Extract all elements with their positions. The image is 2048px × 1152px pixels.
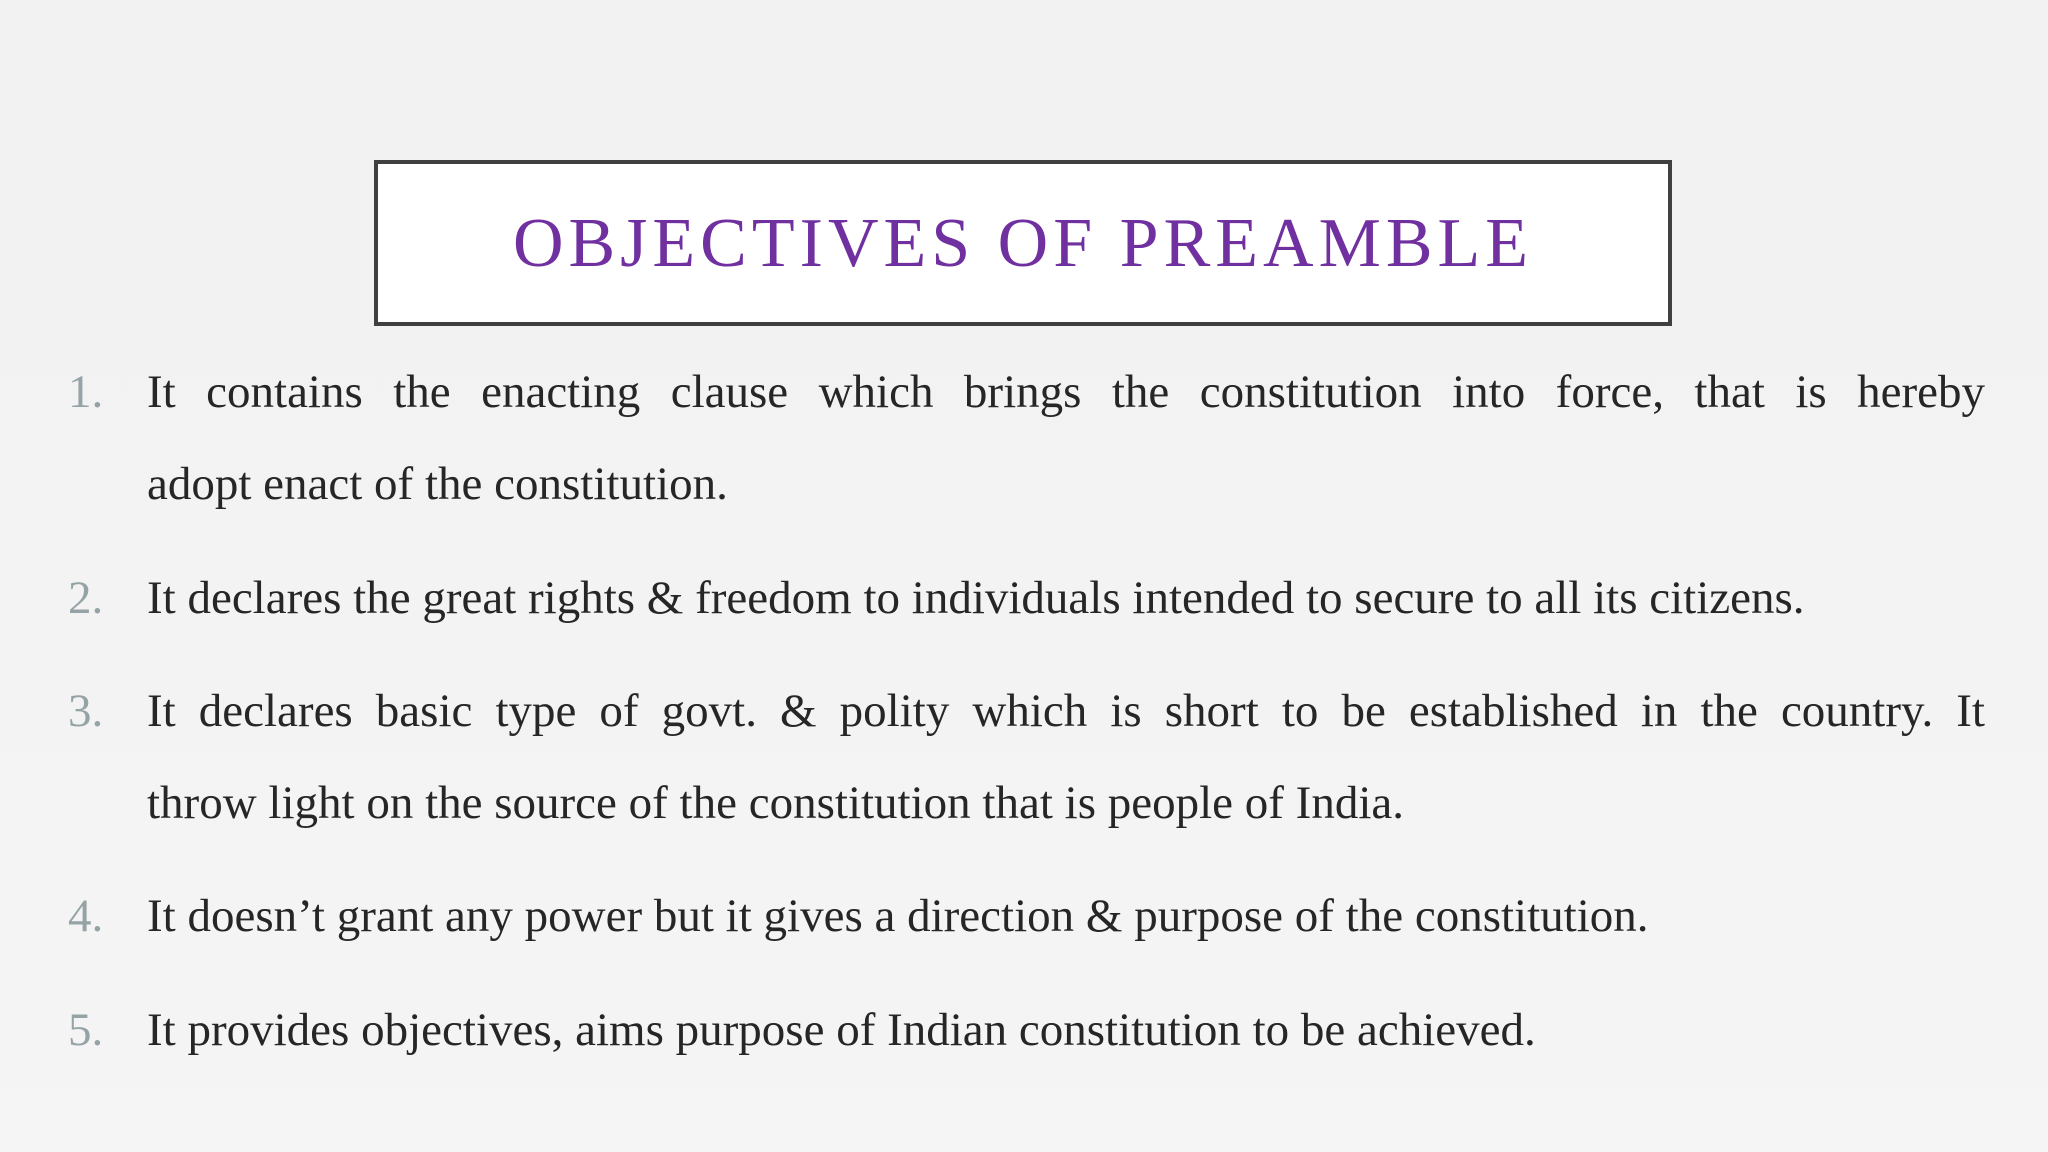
- list-item-line: It doesn’t grant any power but it gives a direction & purpose of the constitution.: [147, 890, 1649, 942]
- slide-title: OBJECTIVES OF PREAMBLE: [512, 205, 1534, 282]
- list-item-number: 4.: [68, 890, 104, 942]
- title-box: [374, 160, 1672, 326]
- list-item-line: It contains the enacting clause which brings the constitution into force, that is hereby: [147, 366, 1985, 418]
- list-item-text: [147, 984, 1985, 1076]
- list-item-line: throw light on the source of the constitution that is people of India.: [147, 777, 1404, 829]
- list-item-text: [147, 870, 1985, 962]
- list-item-text: [147, 346, 1985, 530]
- list-item-number: 5.: [68, 1004, 104, 1056]
- list-item-number: 1.: [68, 366, 104, 418]
- list-item-line: It declares basic type of govt. & polity which is short to be established in the country. It: [147, 685, 1985, 737]
- list-item-line: It declares the great rights & freedom to individuals intended to secure to all its citizens.: [147, 572, 1805, 624]
- list-item-number: 2.: [68, 572, 104, 624]
- list-item-number: 3.: [68, 685, 104, 737]
- list-item-line: It provides objectives, aims purpose of Indian constitution to be achieved.: [147, 1004, 1536, 1056]
- list-item-text: [147, 665, 1985, 849]
- list-item-line: adopt enact of the constitution.: [147, 458, 728, 510]
- list-item-text: [147, 552, 1985, 644]
